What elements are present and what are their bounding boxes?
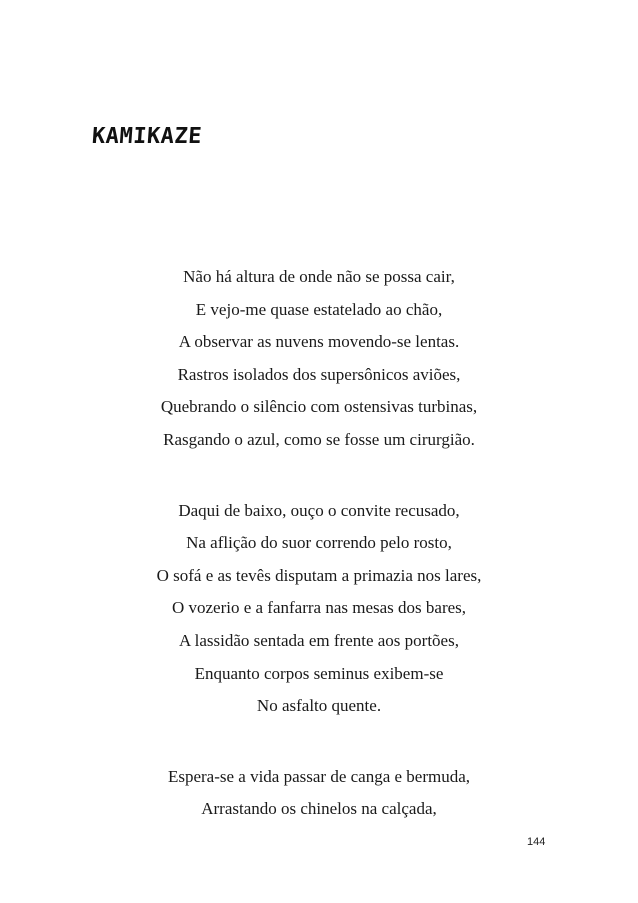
stanza-divider bbox=[0, 457, 638, 495]
poem-line: Rasgando o azul, como se fosse um cirurgião. bbox=[163, 429, 475, 449]
poem-line: Arrastando os chinelos na calçada, bbox=[201, 799, 437, 819]
poem-line: O vozerio e a fanfarra nas mesas dos bares, bbox=[171, 598, 467, 618]
poem-line: A observar as nuvens movendo-se lentas. bbox=[178, 332, 460, 352]
poem-line: Na aflição do suor correndo pelo rosto, bbox=[186, 533, 452, 553]
poem-line: Espera-se a vida passar de canga e bermuda, bbox=[167, 766, 471, 786]
poem-line: Quebrando o silêncio com ostensivas turbinas, bbox=[160, 397, 478, 417]
stanza-3 bbox=[0, 761, 638, 826]
stanza-2 bbox=[0, 495, 638, 723]
poem bbox=[0, 261, 638, 826]
poem-line: A lassidão sentada em frente aos portões, bbox=[179, 630, 459, 650]
poem-line: Não há altura de onde não se possa cair, bbox=[183, 267, 455, 286]
poem-line: No asfalto quente. bbox=[256, 696, 382, 716]
poem-line: Daqui de baixo, ouço o convite recusado, bbox=[178, 500, 460, 520]
poem-line: Enquanto corpos seminus exibem-se bbox=[194, 663, 444, 683]
poem-line: Rastros isolados dos supersônicos aviões, bbox=[177, 364, 461, 384]
stanza-1 bbox=[0, 261, 638, 457]
page-title: KAMIKAZE bbox=[91, 124, 203, 149]
poem-line: E vejo-me quase estatelado ao chão, bbox=[195, 299, 443, 319]
stanza-divider bbox=[0, 723, 638, 761]
page-number: 144 bbox=[527, 836, 546, 848]
poem-line: O sofá e as tevês disputam a primazia nos lares, bbox=[156, 565, 482, 585]
